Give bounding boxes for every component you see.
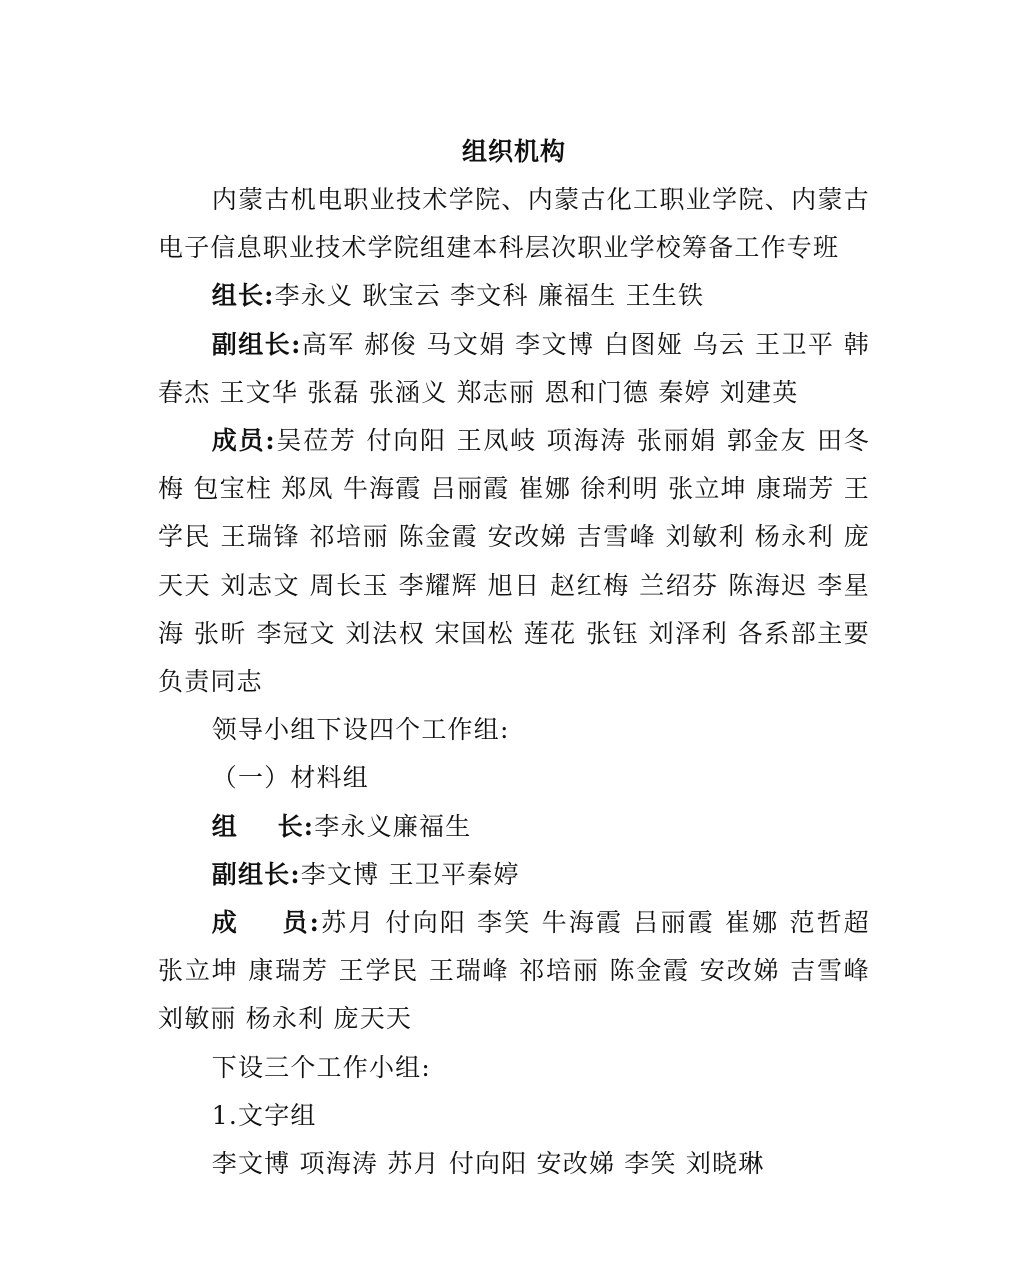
leaders-names: 李永义 耿宝云 李文科 廉福生 王生铁 <box>274 281 705 311</box>
subgroup1-heading: 1.文字组 <box>211 1100 317 1130</box>
document-page <box>158 128 870 1188</box>
subgroup1-members: 李文博 项海涛 苏月 付向阳 安改娣 李笑 刘晓琳 <box>211 1149 765 1179</box>
document-title: 组织机构 <box>461 137 566 166</box>
members-line <box>158 417 870 706</box>
group1-members-line <box>158 899 870 1044</box>
subgroups-intro: 领导小组下设四个工作组: <box>211 715 510 745</box>
deputy-leaders-line <box>158 321 870 417</box>
group1-deputy-line <box>158 851 870 899</box>
deputy-leaders-names: 高军 郝俊 马文娟 李文博 白图娅 乌云 王卫平 韩春杰 王文华 张磊 张涵义 郑志丽 恩和门德 秦婷 刘建英 <box>158 329 870 407</box>
deputy-leaders-label: 副组长: <box>211 329 302 359</box>
group1-leaders-label: 组 长: <box>211 811 315 841</box>
group1-sub-intro: 下设三个工作小组: <box>211 1052 431 1082</box>
group1-deputy-label: 副组长: <box>211 859 301 889</box>
intro-paragraph: 内蒙古机电职业技术学院、内蒙古化工职业学院、内蒙古电子信息职业技术学院组建本科层次职业学校筹备工作专班 <box>158 185 870 263</box>
leaders-line <box>158 272 870 320</box>
group1-heading: （一）材料组 <box>211 763 369 793</box>
leaders-label: 组长: <box>211 281 275 311</box>
members-names: 吴莅芳 付向阳 王凤岐 项海涛 张丽娟 郭金友 田冬梅 包宝柱 郑凤 牛海霞 吕丽霞 崔娜 徐利明 张立坤 康瑞芳 王学民 王瑞锋 祁培丽 陈金霞 安改娣 吉雪峰 刘敏利 杨永利 庞天天 刘志文 周长玉 李耀辉 旭日 赵红梅 兰绍芬 陈海迟 李星海 张昕 李冠文 刘法权 宋国松 莲花 张钰 刘泽利 各系部主要负责同志 <box>158 426 870 697</box>
group1-members-label: 成 员: <box>211 908 321 938</box>
group1-members-names: 苏月 付向阳 李笑 牛海霞 吕丽霞 崔娜 范哲超 张立坤 康瑞芳 王学民 王瑞峰 祁培丽 陈金霞 安改娣 吉雪峰 刘敏丽 杨永利 庞天天 <box>158 908 870 1034</box>
group1-leaders-line <box>158 803 870 851</box>
group1-leaders-names: 李永义廉福生 <box>314 811 472 841</box>
group1-deputy-names: 李文博 王卫平秦婷 <box>300 859 520 889</box>
members-label: 成员: <box>211 426 276 456</box>
